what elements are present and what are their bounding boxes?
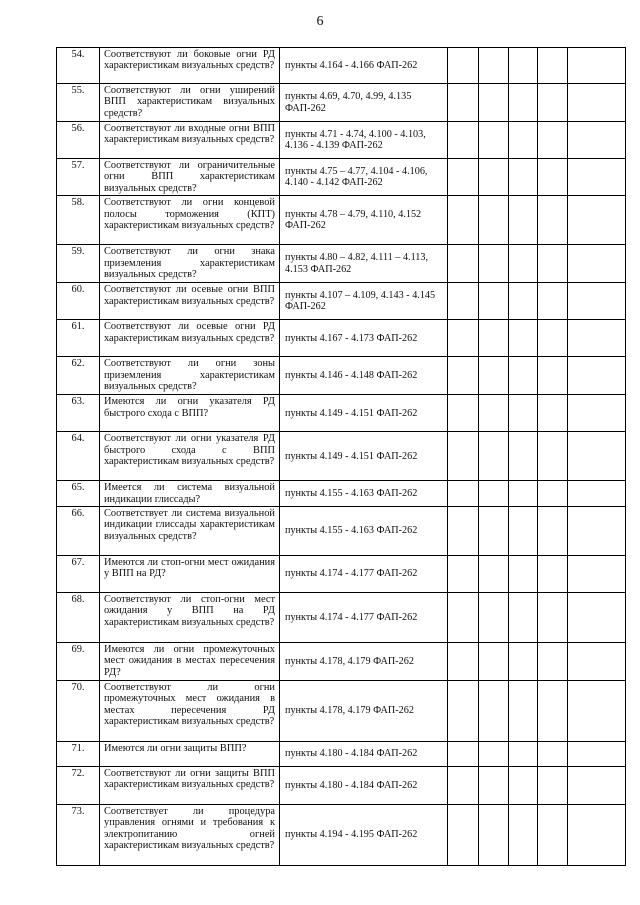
answer-cell[interactable]	[538, 767, 568, 805]
item-number: 61.	[57, 320, 100, 357]
table-row	[57, 481, 626, 507]
item-question: Соответствуют ли стоп-огни мест ожидания у ВПП на РД характеристикам визуальных средств?	[100, 593, 280, 643]
item-number: 71.	[57, 742, 100, 767]
answer-cell[interactable]	[568, 593, 626, 643]
table-row	[57, 320, 626, 357]
answer-cell[interactable]	[509, 593, 538, 643]
answer-cell[interactable]	[568, 507, 626, 556]
item-number: 73.	[57, 805, 100, 866]
answer-cell[interactable]	[479, 395, 509, 432]
answer-cell[interactable]	[509, 432, 538, 481]
answer-cell[interactable]	[448, 481, 479, 507]
answer-cell[interactable]	[538, 643, 568, 681]
answer-cell[interactable]	[448, 320, 479, 357]
item-reference: пункты 4.180 - 4.184 ФАП-262	[280, 742, 448, 767]
item-question: Соответствуют ли огни зоны приземления характеристикам визуальных средств?	[100, 357, 280, 395]
table-row	[57, 395, 626, 432]
answer-cell[interactable]	[538, 805, 568, 866]
item-question: Соответствуют ли боковые огни РД характеристикам визуальных средств?	[100, 48, 280, 84]
answer-cell[interactable]	[568, 159, 626, 196]
answer-cell[interactable]	[479, 593, 509, 643]
table-row	[57, 432, 626, 481]
item-reference: пункты 4.71 - 4.74, 4.100 - 4.103, 4.136 - 4.139 ФАП-262	[280, 122, 448, 159]
answer-cell[interactable]	[538, 742, 568, 767]
answer-cell[interactable]	[448, 48, 479, 84]
answer-cell[interactable]	[509, 767, 538, 805]
item-reference: пункты 4.155 - 4.163 ФАП-262	[280, 481, 448, 507]
item-number: 62.	[57, 357, 100, 395]
answer-cell[interactable]	[509, 681, 538, 742]
answer-cell[interactable]	[509, 556, 538, 593]
table-row	[57, 805, 626, 866]
answer-cell[interactable]	[479, 357, 509, 395]
answer-cell[interactable]	[479, 805, 509, 866]
answer-cell[interactable]	[448, 556, 479, 593]
answer-cell[interactable]	[538, 245, 568, 283]
answer-cell[interactable]	[448, 84, 479, 122]
answer-cell[interactable]	[538, 357, 568, 395]
item-question: Имеются ли огни промежуточных мест ожидания в местах пересечения РД?	[100, 643, 280, 681]
item-number: 67.	[57, 556, 100, 593]
answer-cell[interactable]	[448, 245, 479, 283]
item-reference: пункты 4.178, 4.179 ФАП-262	[280, 681, 448, 742]
answer-cell[interactable]	[568, 767, 626, 805]
item-question: Соответствуют ли огни уширений ВПП характеристикам визуальных средств?	[100, 84, 280, 122]
item-reference: пункты 4.180 - 4.184 ФАП-262	[280, 767, 448, 805]
item-number: 68.	[57, 593, 100, 643]
answer-cell[interactable]	[538, 196, 568, 245]
item-question: Соответствуют ли осевые огни РД характеристикам визуальных средств?	[100, 320, 280, 357]
answer-cell[interactable]	[538, 395, 568, 432]
item-number: 66.	[57, 507, 100, 556]
answer-cell[interactable]	[538, 84, 568, 122]
item-question: Соответствуют ли осевые огни ВПП характеристикам визуальных средств?	[100, 283, 280, 320]
table-row	[57, 742, 626, 767]
answer-cell[interactable]	[568, 556, 626, 593]
table-row	[57, 122, 626, 159]
answer-cell[interactable]	[448, 357, 479, 395]
answer-cell[interactable]	[448, 122, 479, 159]
answer-cell[interactable]	[448, 432, 479, 481]
item-question: Соответствуют ли огни защиты ВПП характеристикам визуальных средств?	[100, 767, 280, 805]
item-number: 57.	[57, 159, 100, 196]
answer-cell[interactable]	[509, 245, 538, 283]
item-number: 63.	[57, 395, 100, 432]
answer-cell[interactable]	[448, 159, 479, 196]
answer-cell[interactable]	[568, 395, 626, 432]
answer-cell[interactable]	[479, 245, 509, 283]
answer-cell[interactable]	[568, 643, 626, 681]
answer-cell[interactable]	[538, 320, 568, 357]
answer-cell[interactable]	[479, 507, 509, 556]
answer-cell[interactable]	[538, 283, 568, 320]
item-number: 58.	[57, 196, 100, 245]
item-reference: пункты 4.78 – 4.79, 4.110, 4.152 ФАП-262	[280, 196, 448, 245]
answer-cell[interactable]	[538, 507, 568, 556]
answer-cell[interactable]	[448, 283, 479, 320]
answer-cell[interactable]	[538, 159, 568, 196]
page-number: 6	[316, 14, 324, 29]
answer-cell[interactable]	[479, 481, 509, 507]
answer-cell[interactable]	[509, 805, 538, 866]
checklist-rows	[57, 48, 626, 866]
answer-cell[interactable]	[538, 432, 568, 481]
item-reference: пункты 4.155 - 4.163 ФАП-262	[280, 507, 448, 556]
table-row	[57, 556, 626, 593]
item-number: 55.	[57, 84, 100, 122]
answer-cell[interactable]	[479, 122, 509, 159]
table-row	[57, 507, 626, 556]
table-row	[57, 681, 626, 742]
item-question: Соответствуют ли огни промежуточных мест ожидания в местах пересечения РД характеристикам визуальных средств?	[100, 681, 280, 742]
answer-cell[interactable]	[509, 320, 538, 357]
answer-cell[interactable]	[479, 159, 509, 196]
item-question: Соответствует ли процедура управления огнями и требования к электропитанию огней характеристикам визуальных средств?	[100, 805, 280, 866]
checklist-table	[56, 47, 626, 866]
item-reference: пункты 4.146 - 4.148 ФАП-262	[280, 357, 448, 395]
item-number: 69.	[57, 643, 100, 681]
answer-cell[interactable]	[568, 357, 626, 395]
answer-cell[interactable]	[479, 320, 509, 357]
item-number: 65.	[57, 481, 100, 507]
item-number: 59.	[57, 245, 100, 283]
item-number: 56.	[57, 122, 100, 159]
table-row	[57, 245, 626, 283]
item-number: 72.	[57, 767, 100, 805]
item-number: 70.	[57, 681, 100, 742]
answer-cell[interactable]	[538, 122, 568, 159]
answer-cell[interactable]	[509, 84, 538, 122]
answer-cell[interactable]	[568, 805, 626, 866]
item-number: 64.	[57, 432, 100, 481]
answer-cell[interactable]	[509, 283, 538, 320]
item-reference: пункты 4.149 - 4.151 ФАП-262	[280, 395, 448, 432]
table-row	[57, 48, 626, 84]
answer-cell[interactable]	[479, 84, 509, 122]
item-question: Соответствуют ли ограничительные огни ВПП характеристикам визуальных средств?	[100, 159, 280, 196]
answer-cell[interactable]	[509, 159, 538, 196]
item-reference: пункты 4.75 – 4.77, 4.104 - 4.106, 4.140 - 4.142 ФАП-262	[280, 159, 448, 196]
answer-cell[interactable]	[568, 681, 626, 742]
item-reference: пункты 4.174 - 4.177 ФАП-262	[280, 556, 448, 593]
table-row	[57, 196, 626, 245]
answer-cell[interactable]	[479, 556, 509, 593]
answer-cell[interactable]	[448, 593, 479, 643]
item-reference: пункты 4.164 - 4.166 ФАП-262	[280, 48, 448, 84]
answer-cell[interactable]	[538, 593, 568, 643]
table-row	[57, 84, 626, 122]
item-reference: пункты 4.80 – 4.82, 4.111 – 4.113, 4.153 ФАП-262	[280, 245, 448, 283]
item-question: Соответствуют ли огни знака приземления характеристикам визуальных средств?	[100, 245, 280, 283]
item-question: Соответствуют ли входные огни ВПП характеристикам визуальных средств?	[100, 122, 280, 159]
table-row	[57, 159, 626, 196]
table-row	[57, 593, 626, 643]
item-number: 60.	[57, 283, 100, 320]
table-row	[57, 643, 626, 681]
item-reference: пункты 4.149 - 4.151 ФАП-262	[280, 432, 448, 481]
answer-cell[interactable]	[538, 481, 568, 507]
answer-cell[interactable]	[479, 48, 509, 84]
answer-cell[interactable]	[448, 805, 479, 866]
answer-cell[interactable]	[479, 196, 509, 245]
table-row	[57, 357, 626, 395]
item-reference: пункты 4.107 – 4.109, 4.143 - 4.145 ФАП-262	[280, 283, 448, 320]
answer-cell[interactable]	[538, 556, 568, 593]
table-row	[57, 283, 626, 320]
table-row	[57, 767, 626, 805]
answer-cell[interactable]	[509, 196, 538, 245]
answer-cell[interactable]	[568, 48, 626, 84]
answer-cell[interactable]	[509, 742, 538, 767]
answer-cell[interactable]	[448, 742, 479, 767]
answer-cell[interactable]	[479, 432, 509, 481]
answer-cell[interactable]	[479, 681, 509, 742]
item-question: Имеются ли стоп-огни мест ожидания у ВПП на РД?	[100, 556, 280, 593]
item-number: 54.	[57, 48, 100, 84]
item-question: Соответствуют ли огни концевой полосы торможения (КПТ) характеристикам визуальных средств?	[100, 196, 280, 245]
item-question: Имеются ли огни защиты ВПП?	[100, 742, 280, 767]
answer-cell[interactable]	[568, 283, 626, 320]
answer-cell[interactable]	[538, 681, 568, 742]
answer-cell[interactable]	[509, 395, 538, 432]
answer-cell[interactable]	[479, 643, 509, 681]
answer-cell[interactable]	[448, 196, 479, 245]
item-question: Соответствует ли система визуальной индикации глиссады характеристикам визуальных средств?	[100, 507, 280, 556]
answer-cell[interactable]	[509, 481, 538, 507]
answer-cell[interactable]	[509, 357, 538, 395]
answer-cell[interactable]	[568, 432, 626, 481]
item-reference: пункты 4.167 - 4.173 ФАП-262	[280, 320, 448, 357]
answer-cell[interactable]	[448, 395, 479, 432]
answer-cell[interactable]	[448, 643, 479, 681]
answer-cell[interactable]	[479, 742, 509, 767]
answer-cell[interactable]	[509, 122, 538, 159]
item-reference: пункты 4.194 - 4.195 ФАП-262	[280, 805, 448, 866]
item-question: Соответствуют ли огни указателя РД быстрого схода с ВПП характеристикам визуальных средств?	[100, 432, 280, 481]
answer-cell[interactable]	[509, 643, 538, 681]
item-question: Имеется ли система визуальной индикации глиссады?	[100, 481, 280, 507]
answer-cell[interactable]	[509, 48, 538, 84]
answer-cell[interactable]	[448, 681, 479, 742]
answer-cell[interactable]	[479, 767, 509, 805]
answer-cell[interactable]	[568, 320, 626, 357]
answer-cell[interactable]	[568, 742, 626, 767]
item-question: Имеются ли огни указателя РД быстрого схода с ВПП?	[100, 395, 280, 432]
answer-cell[interactable]	[479, 283, 509, 320]
answer-cell[interactable]	[568, 481, 626, 507]
answer-cell[interactable]	[568, 84, 626, 122]
answer-cell[interactable]	[509, 507, 538, 556]
item-reference: пункты 4.178, 4.179 ФАП-262	[280, 643, 448, 681]
item-reference: пункты 4.69, 4.70, 4.99, 4.135 ФАП-262	[280, 84, 448, 122]
answer-cell[interactable]	[568, 196, 626, 245]
answer-cell[interactable]	[448, 507, 479, 556]
answer-cell[interactable]	[538, 48, 568, 84]
answer-cell[interactable]	[448, 767, 479, 805]
answer-cell[interactable]	[568, 122, 626, 159]
answer-cell[interactable]	[568, 245, 626, 283]
item-reference: пункты 4.174 - 4.177 ФАП-262	[280, 593, 448, 643]
